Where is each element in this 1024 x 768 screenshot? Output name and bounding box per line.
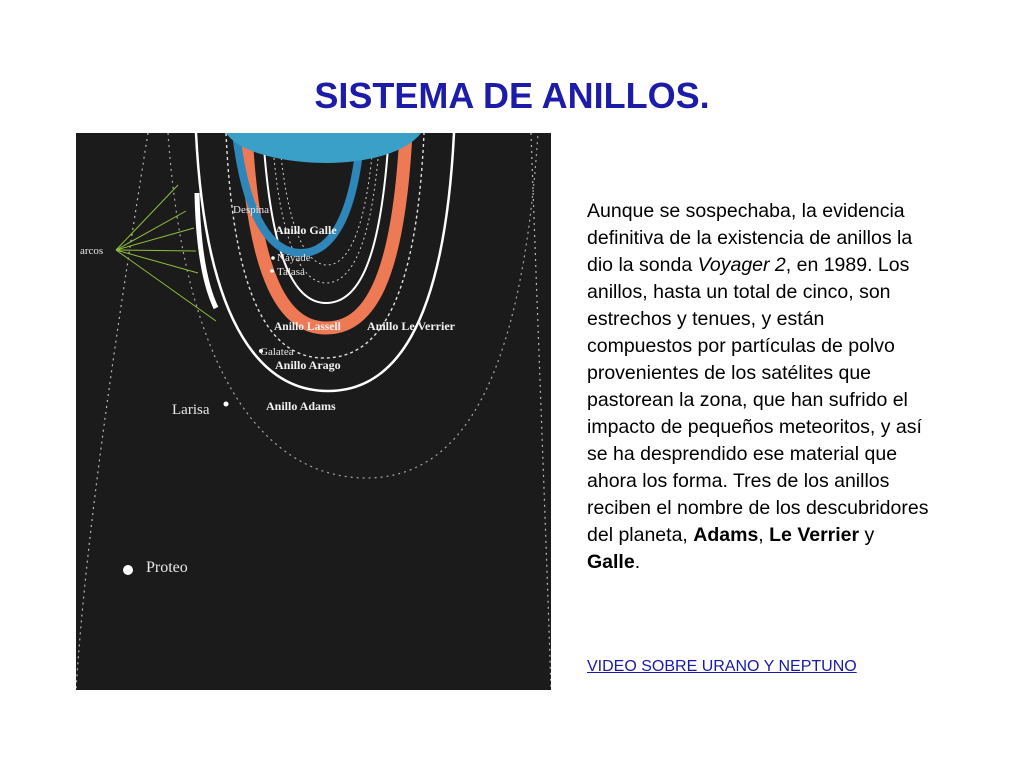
proteo-orbit	[76, 133, 148, 690]
text-middle: , en 1989. Los anillos, hasta un total de cinco, son estrechos y tenues, y están compuestos por partículas de polvo provenientes de los satélites que pastorean la zona, que han sufrido el impacto de pequeños meteoritos, y así se ha desprendido ese material que ahora los forma. Tres de los anillos reciben el nombre de los descubridores del planeta,	[587, 254, 929, 546]
galatea-label: Galatea	[260, 346, 294, 358]
text-intro: Aunque se sospechaba, la evidencia definitiva de la existencia de anillos la dio la sonda	[587, 200, 913, 276]
text-probe: Voyager 2	[697, 254, 786, 276]
galle-label: Anillo Galle	[275, 223, 337, 237]
nayade-moon	[271, 256, 275, 260]
talasa-label: Talasa	[277, 266, 305, 278]
nayade-label: Náyade	[277, 252, 311, 264]
name-galle: Galle	[587, 551, 635, 573]
adams-arcs	[197, 193, 216, 308]
proteo-label: Proteo	[146, 559, 188, 576]
despina-label: Despina	[233, 204, 270, 216]
larisa-label: Larisa	[172, 402, 210, 418]
adams-label: Anillo Adams	[266, 399, 336, 413]
neptune-planet	[226, 133, 421, 163]
larisa-moon	[224, 402, 229, 407]
text-sep-1: ,	[758, 524, 770, 546]
video-link[interactable]: VIDEO SOBRE URANO Y NEPTUNO	[587, 658, 857, 675]
proteo-moon	[123, 565, 133, 575]
description-paragraph	[587, 198, 932, 576]
lassell-label: Anillo Lassell	[274, 321, 341, 333]
adams-ring	[196, 133, 454, 391]
proteo-orbit-right	[531, 133, 551, 690]
leverrier-label: Anillo Le Verrier	[367, 319, 455, 333]
text-sep-2: y	[859, 524, 875, 546]
talasa-moon	[270, 269, 274, 273]
slide-title: SISTEMA DE ANILLOS.	[314, 75, 710, 116]
text-end: .	[634, 551, 641, 573]
rings-illustration	[76, 133, 551, 690]
name-le-verrier: Le Verrier	[769, 524, 860, 546]
arcos-label: arcos	[80, 245, 104, 257]
neptune-rings-diagram	[76, 133, 551, 690]
name-adams: Adams	[693, 524, 759, 546]
arago-label: Anillo Arago	[275, 358, 341, 372]
